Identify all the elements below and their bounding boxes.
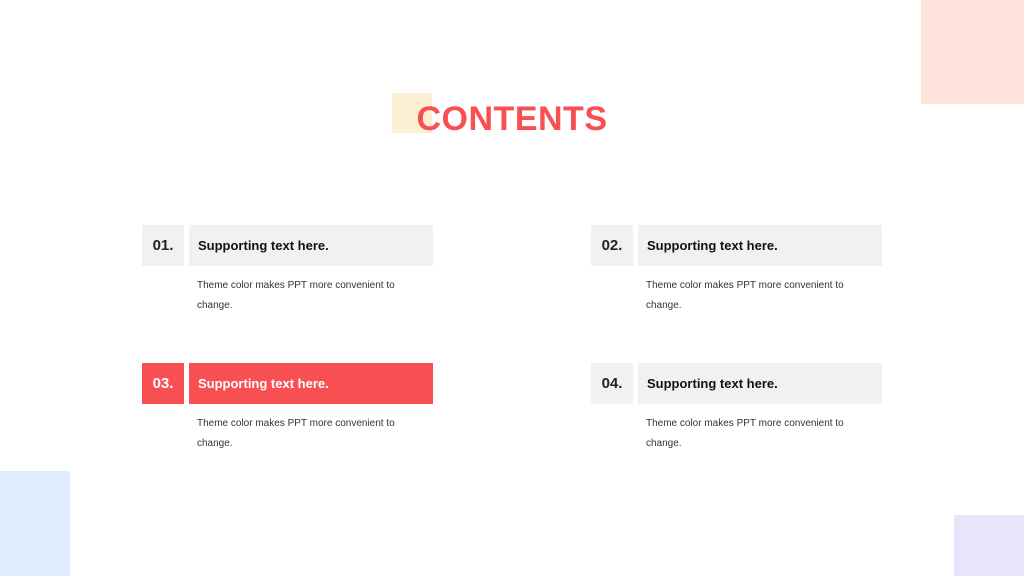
contents-item <box>591 225 882 311</box>
decorative-square-bottom-right <box>954 515 1024 576</box>
slide-title: CONTENTS <box>416 100 608 138</box>
contents-item <box>142 225 433 311</box>
contents-item-highlighted <box>142 363 433 449</box>
item-number: 02. <box>591 225 633 266</box>
contents-item-header <box>591 363 882 404</box>
decorative-square-top-right <box>921 0 1024 104</box>
item-description: Theme color makes PPT more convenient to change. <box>646 280 844 311</box>
item-heading: Supporting text here. <box>189 225 433 266</box>
contents-item <box>591 363 882 449</box>
item-description: Theme color makes PPT more convenient to change. <box>197 418 395 449</box>
item-number: 01. <box>142 225 184 266</box>
item-number: 03. <box>142 363 184 404</box>
item-heading: Supporting text here. <box>638 225 882 266</box>
contents-item-header <box>591 225 882 266</box>
item-description: Theme color makes PPT more convenient to change. <box>646 418 844 449</box>
contents-item-header <box>142 225 433 266</box>
item-description: Theme color makes PPT more convenient to change. <box>197 280 395 311</box>
item-heading: Supporting text here. <box>638 363 882 404</box>
decorative-square-bottom-left <box>0 471 70 576</box>
item-number: 04. <box>591 363 633 404</box>
contents-item-header <box>142 363 433 404</box>
item-heading: Supporting text here. <box>189 363 433 404</box>
